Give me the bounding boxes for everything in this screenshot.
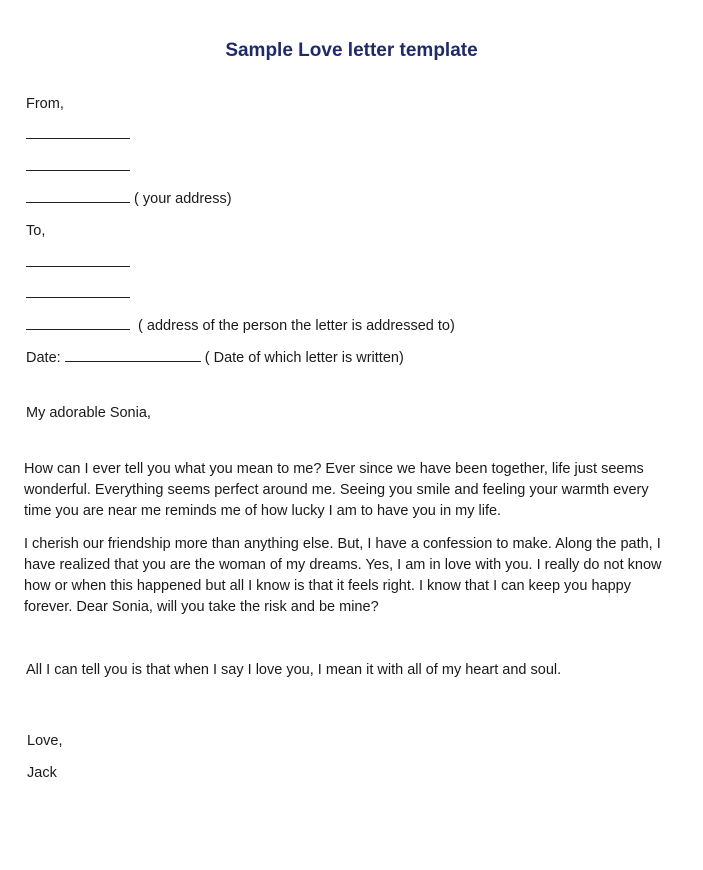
from-line-1 — [26, 126, 130, 144]
date-row — [26, 349, 404, 367]
signature: Jack — [27, 765, 57, 781]
from-line-3 — [26, 190, 232, 208]
paragraph-2 — [24, 534, 684, 618]
to-line-1 — [26, 254, 130, 272]
blank-field — [26, 126, 130, 139]
to-address-note: ( address of the person the letter is addressed to) — [138, 318, 455, 334]
paragraph-line: How can I ever tell you what you mean to me? Ever since we have been together, life just seems — [24, 461, 644, 477]
closing: Love, — [27, 733, 63, 749]
page-title: Sample Love letter template — [225, 40, 478, 61]
from-line-2 — [26, 158, 130, 176]
paragraph-line: have realized that you are the woman of my dreams. Yes, I am in love with you. I really do not know — [24, 557, 662, 573]
blank-field — [26, 317, 130, 330]
blank-field — [26, 158, 130, 171]
date-blank-field — [65, 349, 201, 362]
paragraph-line: time you are near me reminds me of how lucky I am to have you in my life. — [24, 503, 502, 519]
to-line-2 — [26, 285, 130, 303]
paragraph-line: I cherish our friendship more than anything else. But, I have a confession to make. Along the path, I — [24, 536, 661, 552]
paragraph-3: All I can tell you is that when I say I love you, I mean it with all of my heart and soul. — [26, 662, 562, 678]
blank-field — [26, 285, 130, 298]
paragraph-line: forever. Dear Sonia, will you take the risk and be mine? — [24, 599, 379, 615]
to-line-3 — [26, 317, 455, 335]
from-address-note: ( your address) — [134, 191, 232, 207]
to-label: To, — [26, 223, 46, 239]
date-label: Date: — [26, 350, 61, 366]
blank-field — [26, 254, 130, 267]
date-note: ( Date of which letter is written) — [204, 350, 404, 366]
blank-field — [26, 190, 130, 203]
paragraph-1 — [24, 459, 684, 522]
from-label: From, — [26, 96, 64, 112]
paragraph-line: how or when this happened but all I know is that it feels right. I know that I can keep you happy — [24, 578, 631, 594]
salutation: My adorable Sonia, — [26, 405, 151, 421]
paragraph-line: wonderful. Everything seems perfect around me. Seeing you smile and feeling your warmth every — [24, 482, 649, 498]
